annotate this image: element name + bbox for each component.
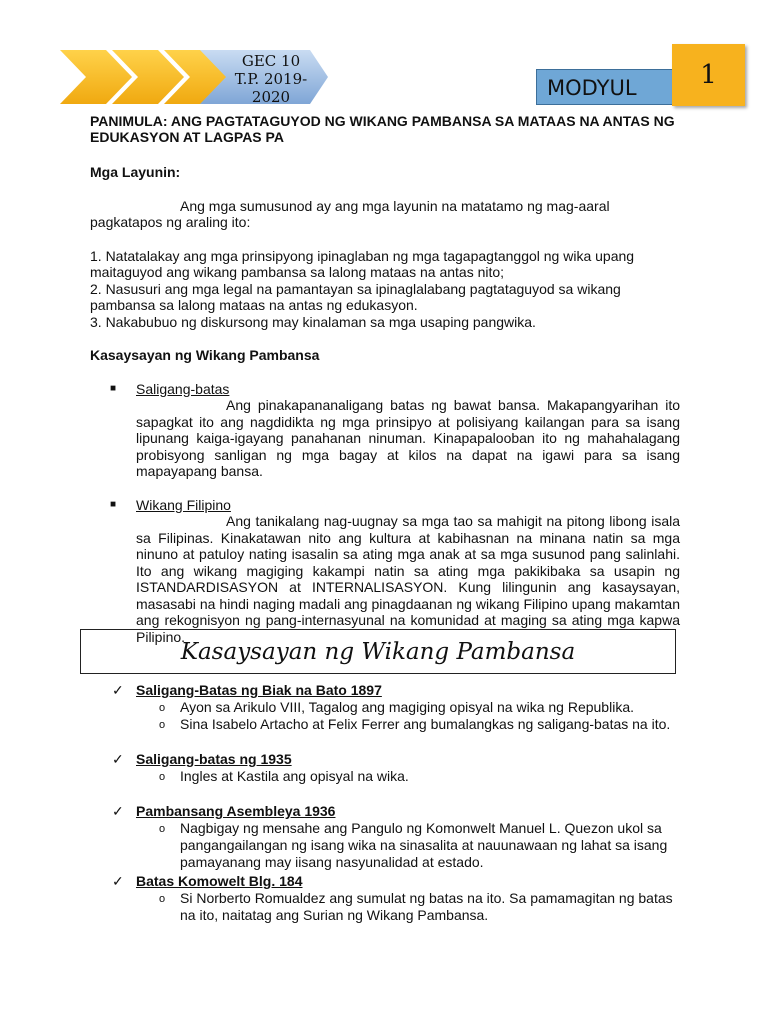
circle-bullet-icon: o <box>159 893 166 905</box>
objectives-heading: Mga Layunin: <box>90 164 181 180</box>
timeline-point: o Ingles at Kastila ang opisyal na wika. <box>159 768 409 784</box>
timeline-item <box>112 803 692 871</box>
timeline-list <box>112 682 692 924</box>
square-bullet-icon: ■ <box>110 382 117 394</box>
circle-bullet-icon: o <box>159 719 166 731</box>
objective-item: 3. Nakabubuo ng diskursong may kinalaman sa mga usaping pangwika. <box>90 313 536 330</box>
timeline-item <box>112 751 692 785</box>
square-bullet-icon: ■ <box>110 498 117 510</box>
term-definition: Ang tanikalang nag-uugnay sa mga tao sa mahigit na pitong libong isala sa Filipinas. Kinakatawan nito ang kultura at kabihasnan na minana natin sa mga ninuno at patuloy nating isasalin sa ating mga anak at sa mga susunod pang salinlahi. Ito ang wikang magiging kakampi natin sa ating mga pakikibaka sa usapin ng ISTANDARDISASYON at INTERNALISASYON. Kung lilingunin ang kasaysayan, masasabi na hindi naging madali ang pinagdaanan ng wikang Filipino upang makamtan ang rekognisyon ng pang-internasyunal na komunidad at maging sa ating mga kapwa Pilipino. <box>136 513 680 645</box>
history-heading: Kasaysayan ng Wikang Pambansa <box>90 347 320 363</box>
timeline-point: o Nagbigay ng mensahe ang Pangulo ng Komonwelt Manuel L. Quezon ukol sa pangangailangan ng isang wika na sinasalita at nauunawaan ng lahat sa isang pamayanang may iisang nasyunalidad at estado. <box>159 820 668 870</box>
timeline-item <box>112 682 692 733</box>
circle-bullet-icon: o <box>159 771 166 783</box>
term-name: Saligang-batas <box>136 380 230 397</box>
term-name: Wikang Filipino <box>136 496 231 513</box>
main-content <box>90 113 680 645</box>
timeline-title: ✓ Saligang-Batas ng Biak na Bato 1897 <box>112 682 382 698</box>
timeline-title: ✓ Pambansang Asembleya 1936 <box>112 803 336 819</box>
timeline-title: ✓ Saligang-batas ng 1935 <box>112 751 292 767</box>
section-banner: Kasaysayan ng Wikang Pambansa <box>80 629 676 674</box>
objectives-list <box>90 248 680 331</box>
objectives-lead: Ang mga sumusunod ay ang mga layunin na matatamo ng mag-aaral pagkatapos ng araling ito: <box>90 197 610 230</box>
objective-item: 1. Natatalakay ang mga prinsipyong ipinaglaban ng mga tagapagtanggol ng wika upang maitaguyod ang wikang pambansa sa lalong mataas na antas nito; <box>90 247 635 280</box>
timeline-item <box>112 873 692 924</box>
module-label: MODYUL <box>536 69 674 105</box>
term-definition: Ang pinakapananaligang batas ng bawat bansa. Makapangyarihan ito sapagkat ito ang nagdidikta ng mga prinsipyo at polisiyang kailangan para sa isang lipunang kaiga-igayang panahanan ninuman. Kinapapalooban ito ng mahahalagang probisyong sanligan ng mga bagay at kilos na dapat na igawi para sa isang mapayapang bansa. <box>136 397 680 479</box>
timeline-point: o Sina Isabelo Artacho at Felix Ferrer ang bumalangkas ng saligang-batas na ito. <box>159 716 671 732</box>
objective-item: 2. Nasusuri ang mga legal na pamantayan sa ipinaglalabang pagtataguyod sa wikang pambansa sa lalong mataas na antas ng edukasyon. <box>90 280 621 313</box>
circle-bullet-icon: o <box>159 702 166 714</box>
term-item <box>90 497 680 646</box>
timeline-title: ✓ Batas Komowelt Blg. 184 <box>112 873 303 889</box>
page-header <box>0 0 768 110</box>
course-code: GEC 10 <box>241 52 301 70</box>
circle-bullet-icon: o <box>159 823 166 835</box>
module-number: 1 <box>672 44 745 106</box>
term-item <box>90 381 680 480</box>
checkmark-icon: ✓ <box>112 873 124 889</box>
course-label <box>226 52 316 106</box>
timeline-point: o Si Norberto Romualdez ang sumulat ng batas na ito. Sa pamamagitan ng batas na ito, naitatag ang Surian ng Wikang Pambansa. <box>159 890 673 923</box>
checkmark-icon: ✓ <box>112 751 124 767</box>
page-title: PANIMULA: ANG PAGTATAGUYOD NG WIKANG PAMBANSA SA MATAAS NA ANTAS NG EDUKASYON AT LAGPAS PA <box>90 113 675 145</box>
checkmark-icon: ✓ <box>112 682 124 698</box>
checkmark-icon: ✓ <box>112 803 124 819</box>
timeline-point: o Ayon sa Arikulo VIII, Tagalog ang magiging opisyal na wika ng Republika. <box>159 699 634 715</box>
term: T.P. 2019-2020 <box>234 70 308 106</box>
